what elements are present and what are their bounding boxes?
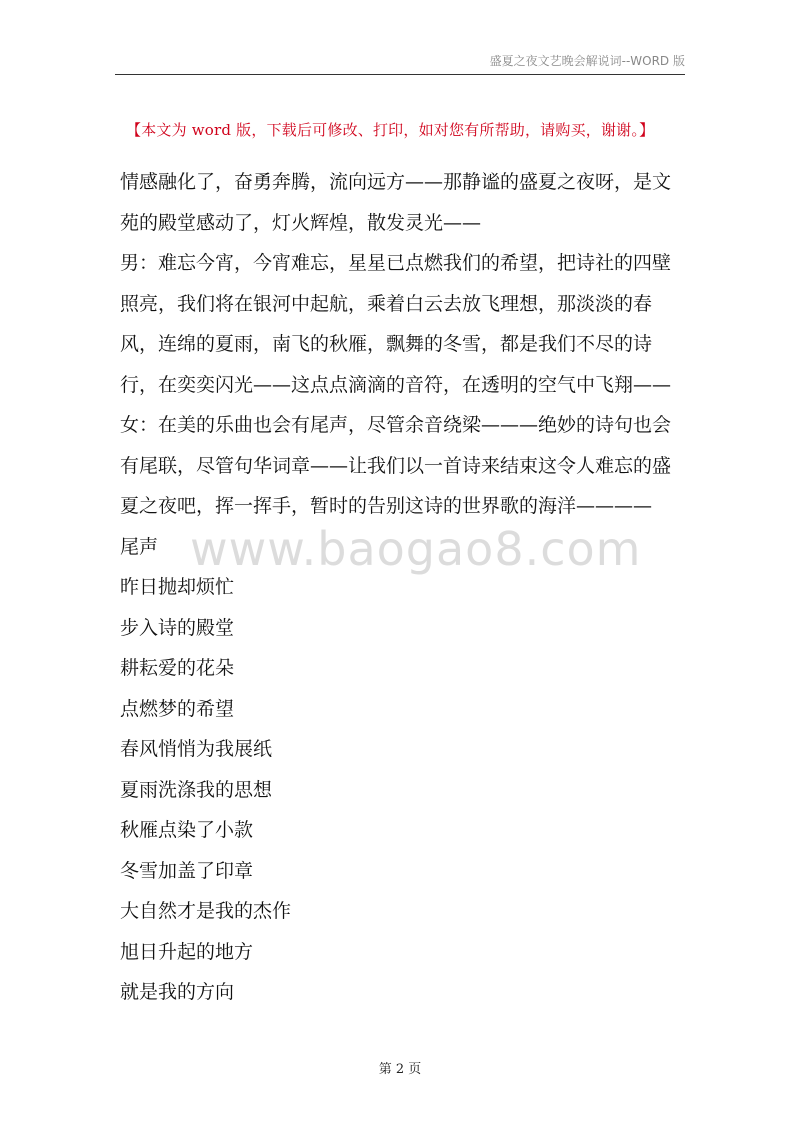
verse-line: 点燃梦的希望 [120,697,235,720]
document-body [120,162,685,1013]
verse-line: 步入诗的殿堂 [120,616,235,639]
page-header: 盛夏之夜文艺晚会解说词--WORD 版 [489,54,685,68]
paragraph-intro: 情感融化了，奋勇奔腾，流向远方——那静谧的盛夏之夜呀，是文苑的殿堂感动了，灯火辉煌，散发灵光—— [120,171,672,234]
verse-line: 春风悄悄为我展纸 [120,738,273,760]
verse-line: 耕耘爱的花朵 [120,657,235,679]
verse-heading: 尾声 [120,535,159,558]
paragraph-male: 男：难忘今宵，今宵难忘，星星已点燃我们的希望，把诗社的四壁照亮，我们将在银河中起航，乘着白云去放飞理想，那淡淡的春风，连绵的夏雨，南飞的秋雁，飘舞的冬雪，都是我们不尽的诗行，在奕奕闪光——这点点滴滴的音符，在透明的空气中飞翔—— [120,252,672,396]
paragraph-female: 女：在美的乐曲也会有尾声，尽管余音绕梁———绝妙的诗句也会有尾联，尽管句华词章——让我们以一首诗来结束这令人难忘的盛夏之夜吧，挥一挥手，暂时的告别这诗的世界歌的海洋———— [120,414,672,517]
verse-line: 大自然才是我的杰作 [120,900,292,922]
purchase-notice: 【本文为 word 版，下载后可修改、打印，如对您有所帮助，请购买，谢谢。】 [126,121,655,139]
verse-line: 就是我的方向 [120,981,235,1003]
verse-line: 秋雁点染了小款 [120,819,254,841]
header-divider [115,74,685,75]
verse-line: 夏雨洗涤我的思想 [120,778,273,801]
page-number: 第 2 页 [378,1062,422,1077]
watermark: www.baogao8.com [190,522,642,576]
verse-line: 旭日升起的地方 [120,940,254,963]
verse-line: 昨日抛却烦忙 [120,576,235,598]
verse-line: 冬雪加盖了印章 [120,859,254,882]
